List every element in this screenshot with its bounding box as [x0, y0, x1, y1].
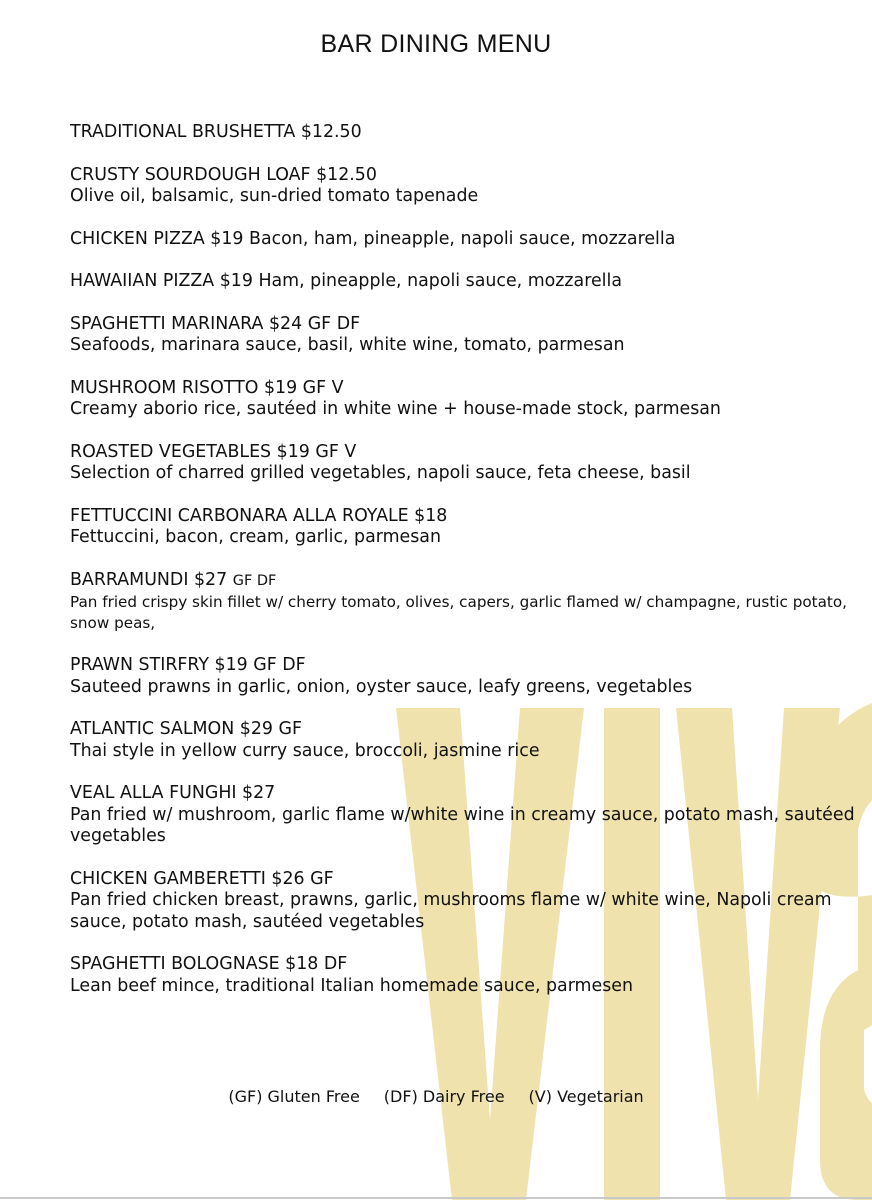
menu-item-dietary-tags: GF V [315, 441, 357, 462]
menu-item [70, 954, 860, 997]
legend-entry: (DF) Dairy Free [383, 1087, 505, 1106]
menu-item-description: Bacon, ham, pineapple, napoli sauce, mozzarella [249, 228, 676, 249]
menu-item-name: SPAGHETTI BOLOGNASE $18 [70, 954, 319, 974]
menu-item-name: FETTUCCINI CARBONARA ALLA ROYALE $18 [70, 505, 448, 526]
menu-item-name: PRAWN STIRFRY $19 [70, 655, 248, 675]
menu-item [70, 122, 860, 144]
menu-item-name: CHICKEN GAMBERETTI $26 [70, 868, 305, 889]
menu-item-dietary-tags: GF [278, 719, 302, 739]
menu-item-name: ATLANTIC SALMON $29 [70, 719, 273, 739]
menu-item [70, 229, 860, 251]
menu-item-description: Fettuccini, bacon, cream, garlic, parmesan [70, 527, 441, 547]
menu-item-name: VEAL ALLA FUNGHI $27 [70, 783, 276, 803]
menu-list [70, 122, 860, 1018]
menu-item-description: Pan fried crispy skin fillet w/ cherry tomato, olives, capers, garlic flamed w/ champagne, rustic potato, snow peas, [70, 593, 847, 632]
menu-item-description: Thai style in yellow curry sauce, broccoli, jasmine rice [70, 740, 540, 761]
legend-entry: (GF) Gluten Free [228, 1087, 360, 1106]
menu-item [70, 378, 860, 421]
page-title: BAR DINING MENU [320, 30, 552, 58]
menu-item-name: ROASTED VEGETABLES $19 [70, 441, 310, 462]
diet-legend [0, 1087, 872, 1106]
menu-item [70, 442, 860, 485]
menu-item-description: Pan fried chicken breast, prawns, garlic, mushrooms flame w/ white wine, Napoli cream sauce, potato mash, sautéed vegetables [70, 890, 832, 932]
menu-item-description: Seafoods, marinara sauce, basil, white wine, tomato, parmesan [70, 335, 625, 355]
menu-item-name: CRUSTY SOURDOUGH LOAF $12.50 [70, 164, 377, 185]
menu-item-name: MUSHROOM RISOTTO $19 [70, 377, 298, 398]
menu-item [70, 506, 860, 549]
bottom-divider [0, 1197, 872, 1199]
menu-item-description: Creamy aborio rice, sautéed in white wine + house-made stock, parmesan [70, 399, 721, 419]
menu-item-name: TRADITIONAL BRUSHETTA $12.50 [70, 122, 362, 142]
menu-item-dietary-tags: GF DF [232, 572, 277, 589]
menu-item-description: Ham, pineapple, napoli sauce, mozzarella [258, 271, 622, 291]
menu-item-name: HAWAIIAN PIZZA $19 [70, 271, 253, 291]
menu-item-dietary-tags: GF DF [307, 313, 361, 334]
menu-item [70, 655, 860, 698]
menu-item [70, 719, 860, 762]
menu-item-dietary-tags: GF [310, 868, 334, 889]
menu-item [70, 869, 860, 934]
menu-item [70, 314, 860, 357]
menu-item-description: Lean beef mince, traditional Italian homemade sauce, parmesen [70, 975, 633, 996]
menu-item-description: Sauteed prawns in garlic, onion, oyster sauce, leafy greens, vegetables [70, 676, 693, 697]
menu-item [70, 165, 860, 208]
menu-item [70, 783, 860, 848]
menu-item [70, 271, 860, 293]
menu-item-name: BARRAMUNDI $27 [70, 569, 228, 590]
menu-item-dietary-tags: DF [323, 954, 348, 974]
menu-item-description: Selection of charred grilled vegetables, napoli sauce, feta cheese, basil [70, 463, 691, 483]
menu-item [70, 570, 860, 635]
menu-item-dietary-tags: GF V [302, 377, 344, 398]
menu-item-description: Olive oil, balsamic, sun-dried tomato tapenade [70, 186, 479, 206]
menu-item-description: Pan fried w/ mushroom, garlic flame w/white wine in creamy sauce, potato mash, sautéed vegetables [70, 804, 855, 846]
legend-entry: (V) Vegetarian [528, 1087, 644, 1106]
menu-item-name: SPAGHETTI MARINARA $24 [70, 313, 303, 334]
menu-item-name: CHICKEN PIZZA $19 [70, 228, 244, 249]
menu-item-dietary-tags: GF DF [253, 655, 306, 675]
